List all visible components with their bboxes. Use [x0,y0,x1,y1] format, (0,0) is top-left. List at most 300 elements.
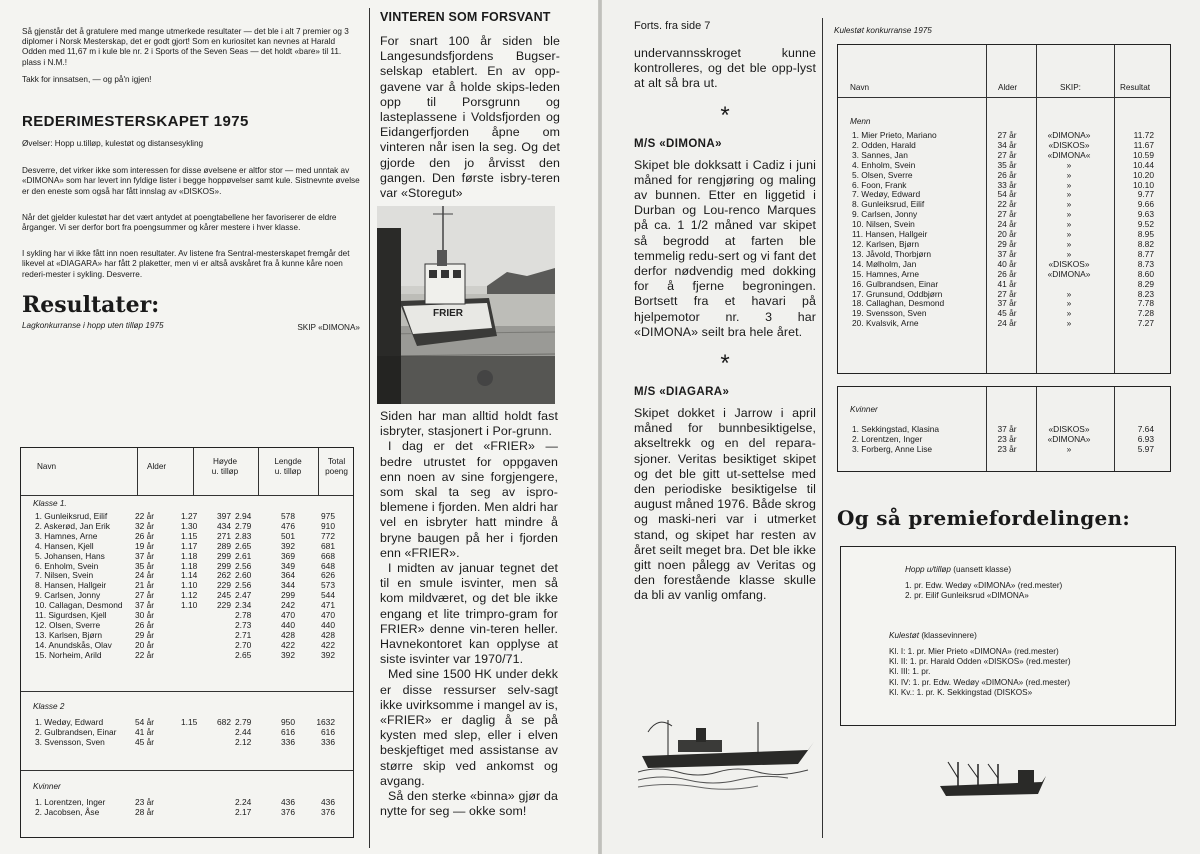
kule-header-navn: Navn [850,83,870,92]
lag-subtitle: Lagkonkurranse i hopp uten tilløp 1975 [22,320,164,330]
table-cell: 3. Forberg, Anne Lise [852,443,933,454]
table-cell: 3. Sannes, Jan [852,149,908,160]
table-cell: 950 [281,717,295,727]
table-cell [203,641,233,651]
table-cell: 8.77 [1137,248,1154,259]
kvinner-label: Kvinner [33,782,61,791]
table-cell [179,641,203,651]
table-cell: 2.71 [235,629,252,640]
table-cell: 616 [321,726,335,737]
table-cell: 54 år [997,189,1017,200]
hopp-results-table [20,447,354,838]
klasse1-label: Klasse 1. [33,499,67,508]
table-cell: 772 [321,530,335,541]
table-cell: 27 år [997,209,1017,220]
table-cell: 19. Svensson, Sven [852,308,927,319]
vinteren-paragraph-6: Så den sterke «binna» gjør da nytte for seg — okke som! [380,789,558,819]
lag-skip: SKIP «DIMONA» [297,322,360,332]
table-cell: 23 år [997,433,1017,444]
table-cell: 428 [321,629,335,640]
klasse1-rows [33,512,337,661]
table-cell: 648 [321,560,335,571]
table-cell: 436 [281,797,295,807]
header-alder: Alder [147,462,167,471]
table-cell: 470 [281,610,295,621]
table-cell: 544 [321,590,335,601]
list-item: Kl. II: 1. pr. Harald Odden «DISKOS» (red.mester) [889,657,1071,667]
table-cell [179,728,203,738]
table-cell: » [1066,238,1072,249]
forts-paragraph: undervannsskroget kunne kontrolleres, og det ble opp-lyst at alt så bra ut. [634,46,816,91]
table-cell: 8. Gunleiksrud, Eilif [852,199,925,210]
rederi-paragraph-1: Desverre, det virker ikke som interessen for disse øvelsene er altfor stor — med unntak av «DIMONA» som har levert inn fyldige lister i begge hoppøvelser samt kule. Sistnevnte øvelse er den eneste som også har fått innslag av «DISKOS». [22,166,360,196]
table-cell [179,808,203,818]
table-cell: 26 år [997,268,1017,279]
table-cell: » [1066,179,1072,190]
list-item: 2. pr. Eilif Gunleiksrud «DIMONA» [905,591,1029,601]
table-cell: 14. Mølholm, Jan [852,258,917,269]
table-cell: 3. Svensson, Sven [35,736,105,747]
table-cell: 336 [321,736,335,747]
table-cell: » [1066,169,1072,180]
table-row [33,808,337,818]
header-navn: Navn [37,462,57,471]
klasse2-rows [33,718,337,748]
table-cell: 1.10 [181,600,198,611]
table-cell: 364 [281,570,295,581]
premie-kule-sub: (klassevinnere) [921,631,977,640]
premie-hopp-list [905,581,1062,601]
table-cell: 1.12 [181,590,198,601]
kule-results-table [837,44,1171,374]
header-hoyde: Høyde u. tilløp [211,457,239,477]
table-cell: 6. Enholm, Svein [35,560,99,571]
vinteren-column [380,10,560,201]
table-cell: 1.18 [181,550,198,561]
table-row [33,738,337,748]
table-cell: 271 [217,530,231,541]
table-cell: 26 år [135,530,155,541]
table-cell: 2.12 [235,736,252,747]
table-cell: 2.17 [235,806,252,817]
table-cell: 6. Foon, Frank [852,179,907,190]
table-cell [179,631,203,641]
table-cell: 45 år [135,736,155,747]
table-cell: 21 år [135,580,155,591]
table-cell: 29 år [997,238,1017,249]
table-row [850,445,1156,455]
table-cell: » [1066,248,1072,259]
table-cell: 9. Carlsen, Jonny [35,590,101,601]
vinteren-column-2 [380,409,558,819]
table-cell: 2.56 [235,580,252,591]
table-cell: 1. Lorentzen, Inger [35,797,106,807]
diagara-title: M/S «DIAGARA» [634,386,730,399]
vinteren-paragraph-1: For snart 100 år siden ble Langesundsfjordens Bugser-selskap etablert. En av opp-gavene var å holde skips-leden opp til Porsgrunn og lasteplassene i Voldsfjorden og Eidangerfjorden åpne om vinteren når isen la seg. Og det gjorde den jo årvisst den gangen. Den første isbry-teren var «Storegut» [380,34,560,201]
rederi-ovelser: Øvelser: Hopp u.tilløp, kulestøt og distansesykling [22,139,204,149]
table-cell: «DISKOS» [1048,258,1090,269]
table-cell [179,798,203,808]
table-cell: 41 år [997,278,1017,289]
resultater-heading: Resultater: [22,291,160,318]
table-cell: 428 [281,629,295,640]
table-cell [203,621,233,631]
table-cell: 336 [281,736,295,747]
menn-label: Menn [850,117,871,126]
table-cell: » [1066,288,1072,299]
table-cell: 4. Hansen, Kjell [35,540,94,551]
table-cell: » [1066,189,1072,200]
table-cell: 501 [281,530,295,541]
icebreaker-photo [377,206,555,404]
table-cell: 27 år [997,288,1017,299]
ship-silhouette [938,756,1048,800]
table-cell: 32 år [135,520,155,531]
table-cell: 12. Olsen, Sverre [35,619,101,630]
table-cell: 2.60 [235,570,252,581]
table-cell: 13. Karlsen, Bjørn [35,629,103,640]
table-cell: 682 [217,717,231,727]
table-cell: 24 år [997,219,1017,230]
table-cell: 1. Wedøy, Edward [35,717,104,727]
table-cell [203,808,233,818]
rederi-paragraph-3: I sykling har vi ikke fått inn noen resultater. Av listene fra Sentral-mesterskapet fremgår det likevel at «DIAGARA» har fått 2 plaketter, men vi er altså avskåret fra å kunne kåre noen rederi-mester i sykling. Desverre. [22,249,350,279]
table-cell: 434 [217,520,231,531]
table-cell: 668 [321,550,335,561]
table-cell: 436 [321,797,335,807]
table-cell: 476 [281,520,295,531]
table-cell [179,611,203,621]
table-cell: 376 [281,806,295,817]
table-cell: 10.59 [1133,149,1154,160]
table-cell: 1.10 [181,580,198,591]
table-cell: 35 år [997,159,1017,170]
table-cell: 376 [321,806,335,817]
table-cell: 37 år [997,298,1017,309]
table-cell: 33 år [997,179,1017,190]
table-cell: 2.78 [235,610,252,621]
kule-caption: Kulestøt konkurranse 1975 [834,26,932,35]
table-cell: 8.23 [1137,288,1154,299]
table-cell: 422 [321,639,335,650]
dimona-title: M/S «DIMONA» [634,137,722,150]
ship-drawing [638,712,818,792]
table-cell: 2.70 [235,639,252,650]
table-cell: 29 år [135,629,155,640]
table-cell: 11. Hansen, Hallgeir [852,229,928,240]
premie-hopp-title: Hopp u/tilløp [905,565,951,574]
table-cell: 37 år [135,550,155,561]
table-cell: » [1066,298,1072,309]
table-cell [203,798,233,808]
table-cell: » [1066,209,1072,220]
table-cell: 7. Nilsen, Svein [35,570,94,581]
table-cell: 1.30 [181,520,198,531]
table-cell: 2.94 [235,511,252,521]
table-cell: 397 [217,511,231,521]
premie-heading: Og så premiefordelingen: [837,506,1131,530]
kule-kvinner-label: Kvinner [850,405,878,414]
table-cell: 2.47 [235,590,252,601]
table-cell: 471 [321,600,335,611]
table-cell [203,611,233,621]
table-cell: «DISKOS» [1048,139,1090,150]
table-cell: 1. Sekkingstad, Klasina [852,424,940,434]
rederi-title: REDERIMESTERSKAPET 1975 [22,113,249,131]
table-cell: 2.79 [235,520,252,531]
table-cell: 9.66 [1137,199,1154,210]
table-row [850,319,1156,329]
header-total: Total poeng [325,457,348,477]
table-cell: 5. Johansen, Hans [35,550,105,561]
table-cell: 1632 [316,717,335,727]
table-cell: 54 år [135,717,155,727]
table-cell: 7.28 [1137,308,1154,319]
table-cell: 5.97 [1137,443,1154,454]
table-cell: 35 år [135,560,155,571]
table-cell: 26 år [135,619,155,630]
table-cell: 5. Olsen, Sverre [852,169,913,180]
asterisk-divider: * [720,101,730,129]
table-cell: 349 [281,560,295,571]
table-cell: 10.44 [1133,159,1154,170]
table-cell: 299 [217,560,231,571]
table-cell: 2. Jacobsen, Åse [35,806,100,817]
table-cell: 19 år [135,540,155,551]
table-cell: 27 år [997,130,1017,140]
vinteren-paragraph-2: Siden har man alltid holdt fast isbryter, stasjonert i Por-grunn. [380,409,558,439]
table-cell: 422 [281,639,295,650]
table-cell: 242 [281,600,295,611]
left-page [0,0,598,854]
column-rule-right [822,18,823,838]
table-cell [179,651,203,661]
photo-ship-name: FRIER [433,308,463,319]
table-cell: 37 år [997,424,1017,434]
table-cell: » [1066,159,1072,170]
table-cell: 20 år [135,639,155,650]
table-cell: 2.61 [235,550,252,561]
table-cell: 975 [321,511,335,521]
dimona-paragraph: Skipet ble dokksatt i Cadiz i juni måned for rengjøring og maling av bunnen. Etter en liggetid i Durban og Lou-renco Marques på ca. 1 1/2 måned var skipet så begrodd at farten ble temmelig redu-sert og vi fant det derfor nødvendig med dokking for å fjerne begroningen. Bortsett fra et havari på hjelpemotor nr. 3 har «DIMONA» seilt bra hele året. [634,157,816,339]
intro-paragraph: Så gjenstår det å gratulere med mange utmerkede resultater — det ble i alt 7 premier og 3 diplomer i Norsk Mesterskap, det er godt gjort! Som en kuriositet kan nevnes at Harald Odden med 11,67 m i kule ble nr. 2 i Sports of the Seven Seas — det holdt «bare» til 11. plass i N.M.! [22,27,349,67]
table-cell: 7.64 [1137,424,1154,434]
table-cell: 2.65 [235,540,252,551]
table-cell: » [1066,318,1072,329]
table-cell: 40 år [997,258,1017,269]
table-cell: » [1066,219,1072,230]
table-cell: 11.72 [1133,130,1154,140]
column-rule [369,8,370,848]
table-cell: 10. Callagan, Desmond [35,600,123,611]
table-cell: 299 [281,590,295,601]
table-cell: 2.65 [235,649,252,660]
table-cell: 9.52 [1137,219,1154,230]
table-cell: 2. Odden, Harald [852,139,916,150]
table-cell: 616 [281,726,295,737]
table-cell: 1.18 [181,560,198,571]
table-cell: 24 år [135,570,155,581]
table-cell: 1.15 [181,717,198,727]
table-cell: 22 år [997,199,1017,210]
table-cell: 262 [217,570,231,581]
table-cell: «DIMONA» [1047,130,1091,140]
table-row [33,651,337,661]
table-cell [203,631,233,641]
diagara-paragraph: Skipet dokket i Jarrow i april måned for bunnbesiktigelse, akseltrekk og en del repara-sjoner. Veritas besiktiget skipet og det ble gitt ut-settelse med den periodiske besiktigelse til august måned 1976. Både skrog og maski-neri var i utmerket stand, og skipet har resten av året seilt meget bra. Det ble ikke gitt noen pålegg av Veritas og den forestående klasse skulle da bli av vanlig omfang. [634,406,817,603]
table-cell: 8.60 [1137,268,1154,279]
table-cell: 440 [281,619,295,630]
premie-box [840,546,1176,726]
table-cell: 37 år [997,248,1017,259]
table-cell: 8.29 [1137,278,1154,289]
table-cell: 1.27 [181,511,198,521]
table-cell: 17. Grunsund, Oddbjørn [852,288,943,299]
table-cell: «DIMONA» [1047,268,1091,279]
table-cell [1032,280,1106,290]
table-cell: » [1066,443,1072,454]
table-cell: 2.34 [235,600,252,611]
list-item: Kl. Kv.: 1. pr. K. Sekkingstad (DISKOS» [889,687,1033,697]
table-cell: 2.73 [235,619,252,630]
table-cell: 45 år [997,308,1017,319]
table-cell [203,651,233,661]
table-cell: 22 år [135,649,155,660]
table-cell: 229 [217,600,231,611]
vinteren-paragraph-5: Med sine 1500 HK under dekk er disse ressurser selv-sagt ikke uvirksomme i mangel av is, «FRIER» er daglig å se på kysten med slep, eller i elven beskjeftiget med assistanse av større skip ved ankomst og avgang. [380,667,558,788]
intro-thanks: Takk for innsatsen, — og på'n igjen! [22,74,152,84]
table-cell: 28 år [135,806,155,817]
table-cell: 3. Hamnes, Arne [35,530,98,541]
table-cell: 11. Sigurdsen, Kjell [35,610,107,621]
table-cell: 229 [217,580,231,591]
table-cell: 2.24 [235,797,252,807]
table-cell: 626 [321,570,335,581]
table-cell: 11.67 [1133,139,1154,150]
table-cell: 1. Gunleiksrud, Eilif [35,511,108,521]
kvinner-rows [33,798,337,818]
table-row [850,280,1156,290]
table-cell: 27 år [135,590,155,601]
kule-header-alder: Alder [998,83,1018,92]
table-cell: 369 [281,550,295,561]
table-cell: » [1066,229,1072,240]
ships-column [634,20,816,604]
table-cell: 392 [281,649,295,660]
table-cell: 7. Wedøy, Edward [852,189,921,200]
premie-kule-list [889,647,1071,698]
table-cell: 2. Gulbrandsen, Einar [35,726,117,737]
table-cell: 7.27 [1137,318,1154,329]
table-cell: 1.15 [181,530,198,541]
table-cell: 2.83 [235,530,252,541]
kule-kvinner-rows [850,425,1156,455]
table-cell: 344 [281,580,295,591]
table-cell: 8.73 [1137,258,1154,269]
table-cell: 1. Mier Prieto, Mariano [852,130,937,140]
table-cell: 23 år [997,443,1017,454]
table-cell [179,621,203,631]
table-cell [179,738,203,748]
table-cell: 6.93 [1137,433,1154,444]
table-cell: 440 [321,619,335,630]
table-cell: 20 år [997,229,1017,240]
table-cell: 23 år [135,797,155,807]
table-cell: 15. Hamnes, Arne [852,268,920,279]
header-lengde: Lengde u. tilløp [274,457,302,477]
table-cell: 2.79 [235,717,252,727]
table-cell: 2.44 [235,726,252,737]
vinteren-paragraph-4: I midten av januar tegnet det til en smule isvinter, men så kom mildværet, og det ble ikke engang et lite trimpro-gram for FRIER» denne vin-teren heller. Havnekontoret kan opplyse at siste isvinter var 1970/71. [380,561,558,667]
table-cell: 27 år [997,149,1017,160]
table-cell: 8.82 [1137,238,1154,249]
table-cell: 1.17 [181,540,198,551]
table-cell: 299 [217,550,231,561]
table-cell: 1.14 [181,570,198,581]
table-cell: 392 [321,649,335,660]
table-cell: 2. Lorentzen, Inger [852,433,923,444]
table-cell: «DIMONA» [1047,433,1091,444]
table-cell: 18. Callaghan, Desmond [852,298,945,309]
table-cell: 8.95 [1137,229,1154,240]
table-cell: 10. Nilsen, Svein [852,219,915,230]
table-cell: 9.77 [1137,189,1154,200]
table-cell: 4. Enholm, Svein [852,159,916,170]
table-cell: 910 [321,520,335,531]
menn-rows [850,131,1156,329]
table-cell: 2. Askerød, Jan Erik [35,520,110,531]
table-cell: 573 [321,580,335,591]
table-cell: 7.78 [1137,298,1154,309]
table-cell: 41 år [135,726,155,737]
table-cell: 681 [321,540,335,551]
premie-kule-title: Kulestøt [889,631,920,640]
table-cell: 9. Carlsen, Jonny [852,209,918,220]
table-cell: » [1066,199,1072,210]
table-cell: 37 år [135,600,155,611]
kule-header-resultat: Resultat [1120,83,1151,92]
table-cell: «DIMONA« [1047,149,1091,160]
left-column [22,27,360,333]
asterisk-divider-2: * [720,350,730,378]
klasse2-label: Klasse 2 [33,702,65,711]
vinteren-paragraph-3: I dag er det «FRIER» — bedre utrustet for oppgaven enn noen av sine forgjengere, som skal ta seg av ispro-blemene i fjorden. Men aldri har vel en isbryter hatt mindre å bryne baugen på her i fjorden enn «FRIER». [380,439,558,560]
kule-header-skip: SKIP: [1060,83,1081,92]
table-cell: 10.10 [1133,179,1154,190]
table-cell: 20. Kvalsvik, Arne [852,318,919,329]
table-cell: 10.20 [1133,169,1154,180]
table-cell: 245 [217,590,231,601]
table-cell [203,728,233,738]
table-cell: 16. Gulbrandsen, Einar [852,278,939,289]
table-cell: 34 år [997,139,1017,150]
table-cell: » [1066,308,1072,319]
table-cell: 14. Anundskås, Olav [35,639,112,650]
table-cell: 8. Hansen, Hallgeir [35,580,107,591]
table-cell: 289 [217,540,231,551]
table-cell: «DISKOS» [1048,424,1090,434]
table-cell: 9.63 [1137,209,1154,220]
table-cell: 470 [321,610,335,621]
table-cell: 2.56 [235,560,252,571]
table-cell: 30 år [135,610,155,621]
table-cell: 22 år [135,511,155,521]
rederi-paragraph-2: Når det gjelder kulestøt har det vært antydet at poengtabellene her favoriserer de eldre årganger. Vi ser derfor bort fra poengsummer og kårer mestere i hver klasse. [22,212,337,233]
kule-kvinner-table [837,386,1171,472]
table-cell: 13. Jåvold, Thorbjørn [852,248,931,259]
table-cell: 12. Karlsen, Bjørn [852,238,920,249]
table-cell: 24 år [997,318,1017,329]
